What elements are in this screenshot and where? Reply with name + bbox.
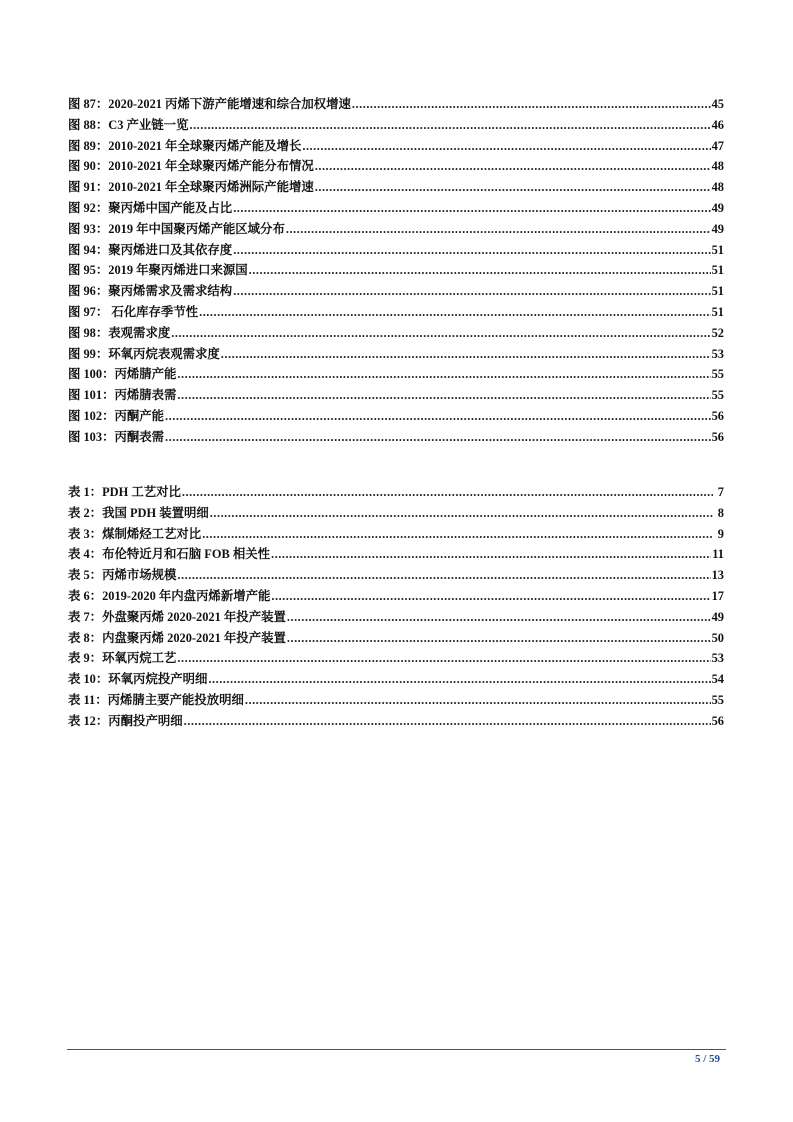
dot-leader — [271, 586, 710, 607]
figure-toc-entry-page-number: 56 — [711, 429, 724, 444]
dot-leader — [245, 690, 711, 711]
dot-leader — [177, 648, 710, 669]
dot-leader — [177, 565, 710, 586]
figure-toc-entry-title: 图 99：环氧丙烷表观需求度 — [68, 346, 220, 361]
figure-toc-entry-page-number: 55 — [711, 367, 724, 382]
table-toc-entry-page-number: 50 — [711, 630, 724, 645]
table-toc-entry-title: 表 8：内盘聚丙烯 2020-2021 年投产装置 — [68, 630, 286, 645]
figure-toc-entry[interactable] — [68, 240, 724, 261]
figure-toc-entry-page-number: 51 — [711, 304, 724, 319]
figure-toc-entry-title: 图 91：2010-2021 年全球聚丙烯洲际产能增速 — [68, 180, 314, 195]
table-toc-entry-page-number: 56 — [711, 713, 724, 728]
dot-leader — [177, 385, 710, 406]
figure-list — [68, 94, 724, 448]
table-toc-entry-title: 表 4：布伦特近月和石脑 FOB 相关性 — [68, 547, 271, 562]
figure-toc-entry[interactable] — [68, 94, 724, 115]
dot-leader — [287, 607, 711, 628]
table-toc-entry-page-number: 7 — [717, 485, 724, 499]
dot-leader — [199, 302, 711, 323]
table-toc-entry-title: 表 9：环氧丙烷工艺 — [68, 651, 177, 666]
figure-toc-entry-page-number: 52 — [711, 325, 724, 340]
figure-toc-entry-page-number: 55 — [711, 388, 724, 403]
table-toc-entry[interactable] — [68, 690, 724, 711]
figure-toc-entry[interactable] — [68, 281, 724, 302]
figure-toc-entry-title: 图 101：丙烯腈表需 — [68, 388, 177, 403]
figure-toc-entry[interactable] — [68, 323, 724, 344]
table-toc-entry-title: 表 6：2019-2020 年内盘丙烯新增产能 — [68, 588, 271, 603]
figure-toc-entry-title: 图 90：2010-2021 年全球聚丙烯产能分布情况 — [68, 159, 314, 174]
figure-toc-entry[interactable] — [68, 136, 724, 157]
dot-leader — [202, 524, 713, 545]
figure-toc-entry-title: 图 93：2019 年中国聚丙烯产能区域分布 — [68, 221, 285, 236]
dot-leader — [271, 544, 711, 565]
table-toc-entry[interactable] — [68, 607, 724, 628]
table-toc-entry-title: 表 3：煤制烯烃工艺对比 — [68, 526, 202, 541]
table-toc-entry-page-number: 17 — [711, 588, 724, 603]
figure-toc-entry[interactable] — [68, 260, 724, 281]
table-toc-entry[interactable] — [68, 648, 724, 669]
figure-toc-entry-page-number: 51 — [711, 284, 724, 299]
table-toc-entry-title: 表 10：环氧丙烷投产明细 — [68, 672, 208, 687]
table-toc-entry[interactable] — [68, 482, 724, 503]
figure-toc-entry-page-number: 47 — [711, 138, 724, 153]
figure-toc-entry-title: 图 88：C3 产业链一览 — [68, 117, 189, 132]
figure-toc-entry-page-number: 46 — [711, 117, 724, 132]
dot-leader — [302, 136, 710, 157]
dot-leader — [171, 323, 710, 344]
dot-leader — [165, 406, 711, 427]
table-toc-entry[interactable] — [68, 586, 724, 607]
dot-leader — [352, 94, 711, 115]
figure-toc-entry-title: 图 95：2019 年聚丙烯进口来源国 — [68, 263, 248, 278]
figure-toc-entry-page-number: 49 — [711, 200, 724, 215]
figure-toc-entry-page-number: 51 — [711, 242, 724, 257]
table-toc-entry-page-number: 13 — [711, 568, 724, 583]
figure-toc-entry-page-number: 53 — [711, 346, 724, 361]
figure-toc-entry[interactable] — [68, 219, 724, 240]
dot-leader — [249, 260, 711, 281]
dot-leader — [286, 219, 711, 240]
dot-leader — [208, 669, 710, 690]
figure-toc-entry[interactable] — [68, 115, 724, 136]
table-toc-entry-page-number: 53 — [711, 651, 724, 666]
figure-toc-entry[interactable] — [68, 406, 724, 427]
dot-leader — [189, 115, 710, 136]
figure-toc-entry-title: 图 100：丙烯腈产能 — [68, 367, 177, 382]
dot-leader — [233, 281, 710, 302]
figure-toc-entry[interactable] — [68, 156, 724, 177]
figure-toc-entry[interactable] — [68, 385, 724, 406]
figure-toc-entry[interactable] — [68, 198, 724, 219]
table-toc-entry-page-number: 49 — [711, 609, 724, 624]
page-indicator: 5 / 59 — [694, 1053, 720, 1065]
table-toc-entry[interactable] — [68, 711, 724, 732]
table-toc-entry[interactable] — [68, 524, 724, 545]
dot-leader — [315, 156, 711, 177]
table-toc-entry[interactable] — [68, 503, 724, 524]
table-toc-entry-page-number: 9 — [717, 526, 724, 541]
table-toc-entry-title: 表 12：丙酮投产明细 — [68, 713, 183, 728]
dot-leader — [221, 344, 711, 365]
figure-toc-entry[interactable] — [68, 427, 724, 448]
table-toc-entry-title: 表 1：PDH 工艺对比 — [68, 485, 181, 499]
table-toc-entry[interactable] — [68, 669, 724, 690]
table-toc-entry[interactable] — [68, 628, 724, 649]
dot-leader — [315, 177, 711, 198]
table-toc-entry-page-number: 11 — [712, 547, 724, 562]
table-toc-entry-page-number: 8 — [717, 505, 724, 520]
table-toc-entry-page-number: 55 — [711, 692, 724, 707]
figure-toc-entry[interactable] — [68, 177, 724, 198]
table-toc-entry-title: 表 5：丙烯市场规模 — [68, 568, 177, 583]
figure-toc-entry-title: 图 94：聚丙烯进口及其依存度 — [68, 242, 233, 257]
figure-toc-entry-title: 图 87：2020-2021 丙烯下游产能增速和综合加权增速 — [68, 97, 351, 111]
table-toc-entry[interactable] — [68, 544, 724, 565]
table-list — [68, 482, 724, 732]
figure-toc-entry-title: 图 96：聚丙烯需求及需求结构 — [68, 284, 233, 299]
dot-leader — [210, 503, 713, 524]
dot-leader — [165, 427, 711, 448]
table-toc-entry-title: 表 11：丙烯腈主要产能投放明细 — [68, 692, 244, 707]
figure-toc-entry-title: 图 97： 石化库存季节性 — [68, 304, 199, 319]
figure-toc-entry-page-number: 48 — [711, 159, 724, 174]
dot-leader — [182, 482, 713, 503]
figure-toc-entry-title: 图 89：2010-2021 年全球聚丙烯产能及增长 — [68, 138, 302, 153]
figure-toc-entry-page-number: 56 — [711, 408, 724, 423]
dot-leader — [233, 240, 710, 261]
figure-toc-entry-title: 图 102：丙酮产能 — [68, 408, 165, 423]
dot-leader — [233, 198, 710, 219]
dot-leader — [177, 364, 710, 385]
figure-toc-entry[interactable] — [68, 302, 724, 323]
figure-toc-entry-title: 图 98：表观需求度 — [68, 325, 171, 340]
table-toc-entry[interactable] — [68, 565, 724, 586]
figure-toc-entry-page-number: 48 — [711, 180, 724, 195]
figure-toc-entry[interactable] — [68, 364, 724, 385]
footer-rule — [67, 1049, 726, 1050]
figure-toc-entry[interactable] — [68, 344, 724, 365]
figure-toc-entry-title: 图 103：丙酮表需 — [68, 429, 165, 444]
table-toc-entry-title: 表 7：外盘聚丙烯 2020-2021 年投产装置 — [68, 609, 286, 624]
dot-leader — [287, 628, 711, 649]
dot-leader — [184, 711, 711, 732]
figure-toc-entry-page-number: 49 — [711, 221, 724, 236]
table-toc-entry-title: 表 2：我国 PDH 装置明细 — [68, 505, 209, 520]
figure-toc-entry-page-number: 45 — [711, 97, 724, 111]
figure-toc-entry-title: 图 92：聚丙烯中国产能及占比 — [68, 200, 233, 215]
table-toc-entry-page-number: 54 — [711, 672, 724, 687]
figure-toc-entry-page-number: 51 — [711, 263, 724, 278]
